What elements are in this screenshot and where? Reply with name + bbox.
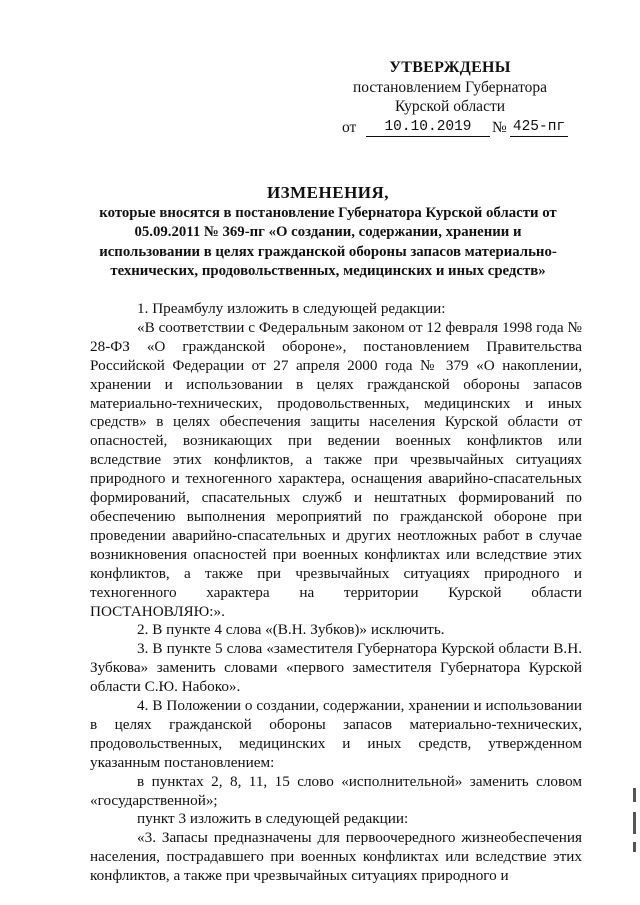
paragraph-6: в пунктах 2, 8, 11, 15 слово «исполнительной» заменить словом «государственной»; — [90, 772, 582, 809]
approval-stamp — [330, 58, 570, 138]
approval-number: 425-пг — [510, 118, 568, 137]
document-body — [90, 300, 582, 886]
approval-date: 10.10.2019 — [366, 118, 490, 137]
paragraph-1: 1. Преамбулу изложить в следующей редакции: — [137, 300, 446, 317]
title-main: ИЗМЕНЕНИЯ, — [266, 183, 390, 202]
approval-date-line — [330, 118, 570, 138]
paragraph-4: 3. В пункте 5 слова «заместителя Губернатора Курской области В.Н. Зубкова» заменить словами «первого заместителя Губернатора Курской области С.Ю. Набоко». — [90, 640, 582, 696]
approval-line-2: Курской области — [394, 98, 506, 115]
date-prefix: от — [342, 118, 357, 136]
scan-mark — [633, 788, 636, 802]
paragraph-2: «В соответствии с Федеральным законом от 12 февраля 1998 года № 28-ФЗ «О гражданской обороне», постановлением Правительства Российской Федерации от 27 апреля 2000 года № 379 «О накоплении, хранении и использовании в целях гражданской обороны запасов материально-технических, продовольственных, медицинских и иных средств» в целях обеспечения защиты населения Курской области от опасностей, возникающих при ведении военных конфликтов или вследствие этих конфликтов, а также при чрезвычайных ситуациях природного и техногенного характера, оснащения аварийно-спасательных формирований, спасательных служб и нештатных формирований по обеспечению выполнения мероприятий по гражданской обороне при проведении аварийно-спасательных и других неотложных работ в случае возникновения опасностей при военных конфликтах или вследствие этих конфликтов, а также при чрезвычайных ситуациях природного и техногенного характера на территории Курской области ПОСТАНОВЛЯЮ:». — [90, 318, 582, 620]
title-subtitle: которые вносятся в постановление Губернатора Курской области от 05.09.2011 № 369-пг «О создании, содержании, хранении и использовании в целях гражданской обороны запасов материально-технических, продовольственных, медицинских и иных средств» — [99, 205, 557, 280]
approval-line-1: постановлением Губернатора — [352, 78, 548, 96]
document-title — [90, 183, 566, 282]
number-prefix: № — [492, 118, 507, 136]
paragraph-8: «3. Запасы предназначены для первоочередного жизнеобеспечения населения, пострадавшего при военных конфликтах или вследствие этих конфликтов, а также при чрезвычайных ситуациях природного и — [90, 829, 582, 885]
scan-mark — [633, 812, 636, 834]
paragraph-3: 2. В пункте 4 слова «(В.Н. Зубков)» исключить. — [137, 621, 445, 639]
approval-heading: УТВЕРЖДЕНЫ — [389, 59, 511, 76]
scan-mark — [633, 842, 636, 852]
paragraph-5: 4. В Положении о создании, содержании, хранении и использовании в целях гражданской обороны запасов материально-технических, продовольственных, медицинских и иных средств, утвержденном указанным постановлением: — [90, 697, 582, 771]
paragraph-7: пункт 3 изложить в следующей редакции: — [137, 810, 409, 828]
